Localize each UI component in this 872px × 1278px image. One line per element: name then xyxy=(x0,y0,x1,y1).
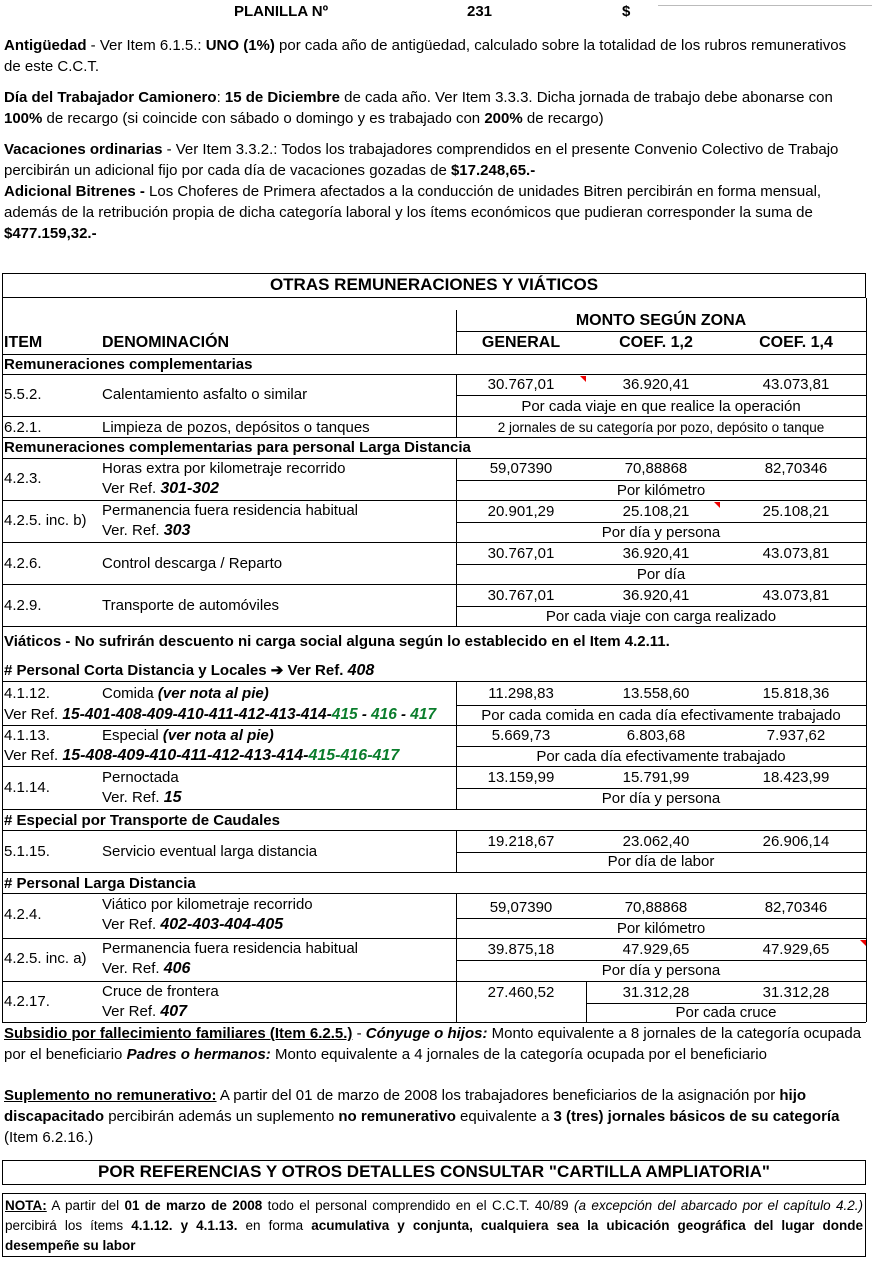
row-note: 2 jornales de su categoría por pozo, depósito o tanque xyxy=(497,420,825,435)
value-general: 30.767,01 xyxy=(487,376,555,393)
table-row-item: 4.1.12. xyxy=(4,685,50,702)
value-general: 39.875,18 xyxy=(487,941,555,958)
viaticos-heading: Viáticos - No sufrirán descuento ni carga social alguna según lo establecido en el Item 4.2.11. xyxy=(4,633,670,650)
table-row-denominacion: Viático por kilometraje recorrido xyxy=(102,896,313,913)
row-note: Por día y persona xyxy=(601,524,721,541)
value-general: 19.218,67 xyxy=(487,833,555,850)
value-coef14: 43.073,81 xyxy=(762,376,830,393)
item-header: ITEM xyxy=(4,334,43,351)
row-note: Por kilómetro xyxy=(616,920,706,937)
value-general: 30.767,01 xyxy=(487,545,555,562)
comment-marker xyxy=(714,502,720,508)
table-row-ref: Ver Ref. 15-408-409-410-411-412-413-414-415-416-417 xyxy=(4,747,400,764)
referencias-banner: POR REFERENCIAS Y OTROS DETALLES CONSULTAR "CARTILLA AMPLIATORIA" xyxy=(2,1160,866,1185)
value-coef14: 18.423,99 xyxy=(762,769,830,786)
table-row-denominacion: Horas extra por kilometraje recorrido xyxy=(102,460,346,477)
table-row-item: 4.2.5. inc. b) xyxy=(4,512,87,529)
value-coef14: 31.312,28 xyxy=(762,984,830,1001)
table-row-item: 4.1.13. xyxy=(4,727,50,744)
table-row-item: 4.2.6. xyxy=(4,555,42,572)
section-personal-larga-distancia: # Personal Larga Distancia xyxy=(4,875,196,892)
bitrenes-paragraph: Adicional Bitrenes - Los Choferes de Primera afectados a la conducción de unidades Bitren percibirán en forma mensual, además de la retribución propia de dicha categoría laboral y los ítems económicos que pudieran corresponder la suma de $477.159,32.- xyxy=(4,183,822,242)
row-note: Por cada día efectivamente trabajado xyxy=(536,748,786,765)
table-row-ref: Ver Ref. 301-302 xyxy=(102,480,220,497)
table-row-denominacion: Pernoctada xyxy=(102,769,179,786)
comment-marker xyxy=(580,376,586,382)
value-coef12: 36.920,41 xyxy=(622,376,690,393)
value-coef12: 36.920,41 xyxy=(622,587,690,604)
row-note: Por cada viaje con carga realizado xyxy=(545,608,777,625)
value-coef12: 31.312,28 xyxy=(622,984,690,1001)
table-row-denominacion: Permanencia fuera residencia habitual xyxy=(102,940,358,957)
value-coef12: 70,88868 xyxy=(624,899,688,916)
value-coef12: 23.062,40 xyxy=(622,833,690,850)
row-note: Por día xyxy=(636,566,686,583)
value-coef14: 15.818,36 xyxy=(762,685,830,702)
currency-symbol: $ xyxy=(622,3,631,20)
value-coef12: 25.108,21 xyxy=(622,503,690,520)
nota-box: NOTA: A partir del 01 de marzo de 2008 todo el personal comprendido en el C.C.T. 40/89 (a excepción del abarcado por el capítulo 4.2.) percibirá los ítems 4.1.12. y 4.1.13. en forma acumulativa y conjunta, cualquiera sea la ubicación geográfica del lugar donde desempeñe su labor xyxy=(2,1193,866,1257)
value-general: 59,07390 xyxy=(489,460,553,477)
value-general: 13.159,99 xyxy=(487,769,555,786)
section-larga-distancia-complementarias: Remuneraciones complementarias para personal Larga Distancia xyxy=(4,439,471,456)
table-row-ref: Ver Ref. 15-401-408-409-410-411-412-413-414-415 - 416 - 417 xyxy=(4,706,437,723)
table-row-denominacion: Permanencia fuera residencia habitual xyxy=(102,502,358,519)
table-row-item: 5.1.15. xyxy=(4,843,50,860)
value-coef14: 26.906,14 xyxy=(762,833,830,850)
value-coef14: 7.937,62 xyxy=(766,727,826,744)
row-note: Por cada cruce xyxy=(675,1004,777,1021)
value-general: 11.298,83 xyxy=(488,685,554,702)
planilla-label: PLANILLA Nº xyxy=(234,3,329,20)
table-row-denominacion: Control descarga / Reparto xyxy=(102,555,283,572)
suplemento-paragraph: Suplemento no remunerativo: A partir del 01 de marzo de 2008 los trabajadores beneficiarios de la asignación por hijo discapacitado percibirán además un suplemento no remunerativo equivalente a 3 (tres) jornales básicos de su categoría (Item 6.2.16.) xyxy=(4,1087,840,1146)
value-general: 5.669,73 xyxy=(491,727,551,744)
subsidio-paragraph: Subsidio por fallecimiento familiares (Item 6.2.5.) - Cónyuge o hijos: Monto equivalente a 8 jornales de la categoría ocupada por el beneficiario Padres o hermanos: Monto equivalente a 4 jornales de la categoría ocupada por el beneficiario xyxy=(4,1025,862,1063)
row-note: Por cada comida en cada día efectivamente trabajado xyxy=(481,707,841,724)
table-row-item: 4.2.3. xyxy=(4,470,42,487)
vacaciones-paragraph: Vacaciones ordinarias - Ver Item 3.3.2.: Todos los trabajadores comprendidos en el presente Convenio Colectivo de Trabajo percibirán un adicional fijo por cada día de vacaciones gozadas de $17.248,65.- xyxy=(4,141,839,179)
table-row-ref: Ver Ref. 407 xyxy=(102,1003,188,1020)
antiguedad-paragraph: Antigüedad - Ver Item 6.1.5.: UNO (1%) por cada año de antigüedad, calculado sobre la totalidad de los rubros remunerativos de este C.C.T. xyxy=(4,37,847,75)
value-coef12: 6.803,68 xyxy=(626,727,686,744)
row-note: Por día y persona xyxy=(601,962,721,979)
row-note: Por día de labor xyxy=(607,853,715,870)
value-coef14: 43.073,81 xyxy=(762,587,830,604)
section-corta-distancia: # Personal Corta Distancia y Locales ➔ Ver Ref. 408 xyxy=(4,662,375,679)
value-coef14: 47.929,65 xyxy=(762,941,830,958)
table-row-denominacion: Calentamiento asfalto o similar xyxy=(102,386,308,403)
table-row-item: 4.2.9. xyxy=(4,597,42,614)
value-general: 27.460,52 xyxy=(487,984,555,1001)
table-row-item: 4.2.5. inc. a) xyxy=(4,950,87,967)
table-row-denominacion: Limpieza de pozos, depósitos o tanques xyxy=(102,419,370,436)
value-general: 20.901,29 xyxy=(487,503,555,520)
row-note: Por día y persona xyxy=(601,790,721,807)
planilla-number: 231 xyxy=(467,3,493,20)
table-row-ref: Ver. Ref. 15 xyxy=(102,789,182,806)
coef12-header: COEF. 1,2 xyxy=(619,334,693,351)
table-row-item: 6.2.1. xyxy=(4,419,42,436)
table-row-denominacion: Comida (ver nota al pie) xyxy=(102,685,269,702)
table-row-denominacion: Servicio eventual larga distancia xyxy=(102,843,318,860)
value-coef12: 47.929,65 xyxy=(622,941,690,958)
arrow-right-icon: ➔ xyxy=(270,662,284,679)
table-row-item: 4.1.14. xyxy=(4,779,50,796)
value-coef14: 82,70346 xyxy=(764,899,828,916)
table-row-denominacion: Transporte de automóviles xyxy=(102,597,280,614)
value-coef14: 25.108,21 xyxy=(762,503,830,520)
section-transporte-caudales: # Especial por Transporte de Caudales xyxy=(4,812,280,829)
general-header: GENERAL xyxy=(481,334,561,351)
table-row-item: 4.2.4. xyxy=(4,906,42,923)
table-row-ref: Ver Ref. 402-403-404-405 xyxy=(102,916,284,933)
monto-header: MONTO SEGÚN ZONA xyxy=(575,312,747,329)
value-coef12: 15.791,99 xyxy=(622,769,690,786)
dia-camionero-paragraph: Día del Trabajador Camionero: 15 de Diciembre de cada año. Ver Item 3.3.3. Dicha jornada de trabajo debe abonarse con 100% de recargo (si coincide con sábado o domingo y es trabajado con 200% de recargo) xyxy=(4,89,833,127)
section-title: OTRAS REMUNERACIONES Y VIÁTICOS xyxy=(2,273,866,298)
table-row-ref: Ver. Ref. 406 xyxy=(102,960,191,977)
coef14-header: COEF. 1,4 xyxy=(759,334,833,351)
table-row-denominacion: Especial (ver nota al pie) xyxy=(102,727,274,744)
table-row-denominacion: Cruce de frontera xyxy=(102,983,219,1000)
denominacion-header: DENOMINACIÓN xyxy=(102,334,230,351)
value-general: 30.767,01 xyxy=(487,587,555,604)
value-coef14: 82,70346 xyxy=(764,460,828,477)
value-coef12: 36.920,41 xyxy=(622,545,690,562)
value-coef12: 13.558,60 xyxy=(622,685,690,702)
section-remuneraciones-complementarias: Remuneraciones complementarias xyxy=(4,356,253,373)
row-note: Por kilómetro xyxy=(616,482,706,499)
row-note: Por cada viaje en que realice la operación xyxy=(521,398,801,415)
table-row-item: 4.2.17. xyxy=(4,993,50,1010)
value-coef14: 43.073,81 xyxy=(762,545,830,562)
table-row-item: 5.5.2. xyxy=(4,386,42,403)
value-general: 59,07390 xyxy=(489,899,553,916)
value-coef12: 70,88868 xyxy=(624,460,688,477)
table-row-ref: Ver. Ref. 303 xyxy=(102,522,191,539)
